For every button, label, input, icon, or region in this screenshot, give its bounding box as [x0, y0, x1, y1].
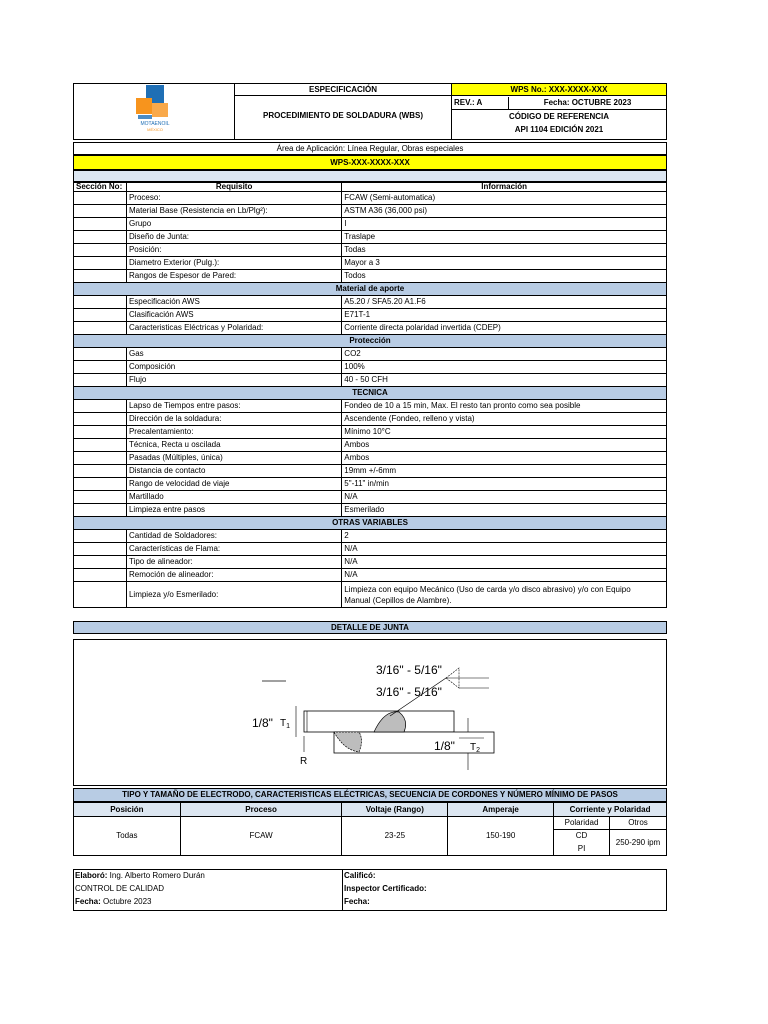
informacion-cell: N/A	[342, 543, 667, 556]
seccion-cell	[74, 218, 127, 231]
requisito-cell: Caracteristicas Eléctricas y Polaridad:	[126, 322, 341, 335]
table-row	[74, 478, 667, 491]
informacion-cell: 5"-11" in/min	[342, 478, 667, 491]
table-row	[74, 296, 667, 309]
informacion-cell: N/A	[342, 569, 667, 582]
table-row	[74, 400, 667, 413]
table-row	[74, 374, 667, 387]
cell-proceso: FCAW	[180, 817, 342, 856]
section-header-row	[74, 335, 667, 348]
seccion-cell	[74, 231, 127, 244]
left-thickness: 1/8"	[252, 716, 273, 730]
seccion-cell	[74, 491, 127, 504]
section-header: OTRAS VARIABLES	[74, 517, 667, 530]
codigo-label: CÓDIGO DE REFERENCIA	[508, 112, 609, 121]
requisito-cell: Lapso de Tiempos entre pasos:	[126, 400, 341, 413]
signature-divider	[342, 869, 343, 911]
table-row	[74, 257, 667, 270]
wps-number: WPS No.: XXX-XXXX-XXX	[452, 84, 666, 96]
col-seccion: Sección No:	[74, 183, 127, 192]
seccion-cell	[74, 556, 127, 569]
seccion-cell	[74, 296, 127, 309]
informacion-cell: Todas	[342, 244, 667, 257]
seccion-cell	[74, 400, 127, 413]
dim-label-1: 3/16" - 5/16"	[376, 663, 442, 677]
seccion-cell	[74, 426, 127, 439]
seccion-cell	[74, 582, 127, 608]
informacion-cell: FCAW (Semi-automatica)	[342, 192, 667, 205]
header-right-divider1	[452, 109, 666, 110]
seccion-cell	[74, 192, 127, 205]
procedure-title: PROCEDIMIENTO DE SOLDADURA (WBS)	[263, 111, 423, 120]
requisito-cell: Material Base (Resistencia en Lb/Plg²):	[126, 205, 341, 218]
informacion-cell: N/A	[342, 491, 667, 504]
cell-otros: 250-290 ipm	[609, 830, 666, 856]
seccion-cell	[74, 452, 127, 465]
seccion-cell	[74, 569, 127, 582]
table-row	[74, 205, 667, 218]
seccion-cell	[74, 348, 127, 361]
informacion-cell: Mayor a 3	[342, 257, 667, 270]
requisito-cell: Composición	[126, 361, 341, 374]
logo-subtext: MÉXICO	[147, 127, 163, 132]
informacion-cell: 40 - 50 CFH	[342, 374, 667, 387]
informacion-cell: Esmerilado	[342, 504, 667, 517]
right-thickness: 1/8"	[434, 739, 455, 753]
r-label: R	[300, 756, 308, 767]
seccion-cell	[74, 478, 127, 491]
col-posicion: Posición	[74, 803, 181, 817]
section-header-row	[74, 283, 667, 296]
table-row	[74, 244, 667, 257]
limpieza-line-1: Limpieza con equipo Mecánico (Uso de carda y/o disco abrasivo) y/o con Equipo	[344, 584, 631, 594]
informacion-cell: CO2	[342, 348, 667, 361]
informacion-cell: Traslape	[342, 231, 667, 244]
seccion-cell	[74, 530, 127, 543]
t1-label: $T_1$	[280, 718, 291, 730]
footer-fecha-value: Octubre 2023	[100, 897, 152, 906]
control-calidad: CONTROL DE CALIDAD	[75, 884, 165, 893]
informacion-cell: Fondeo de 10 a 15 min, Max. El resto tan pronto como sea posible	[342, 400, 667, 413]
elaboro-value: Ing. Alberto Romero Durán	[107, 871, 205, 880]
table-row	[74, 361, 667, 374]
table-row	[74, 556, 667, 569]
cell-voltaje: 23-25	[342, 817, 448, 856]
cell-posicion: Todas	[74, 817, 181, 856]
dim-label-2: 3/16" - 5/16"	[376, 685, 442, 699]
joint-detail-box	[73, 639, 667, 786]
requisito-cell: Clasificación AWS	[126, 309, 341, 322]
footer-fecha-label: Fecha:	[75, 897, 101, 906]
footer-fecha	[75, 896, 152, 908]
col-corriente: Corriente y Polaridad	[554, 803, 667, 817]
table-row	[74, 413, 667, 426]
seccion-cell	[74, 270, 127, 283]
informacion-cell: ASTM A36 (36,000 psi)	[342, 205, 667, 218]
requisito-cell: Distancia de contacto	[126, 465, 341, 478]
seccion-cell	[74, 244, 127, 257]
informacion-cell: 100%	[342, 361, 667, 374]
requisito-cell: Características de Flama:	[126, 543, 341, 556]
codigo-value: API 1104 EDICIÓN 2021	[514, 125, 604, 134]
area-aplicacion: Área de Aplicación: Línea Regular, Obras especiales	[73, 142, 667, 155]
col-informacion: Información	[342, 183, 667, 192]
requisito-cell: Cantidad de Soldadores:	[126, 530, 341, 543]
requisito-cell: Remoción de alineador:	[126, 569, 341, 582]
requirements-table	[73, 182, 667, 608]
requisito-cell: Posición:	[126, 244, 341, 257]
electrodo-title: TIPO Y TAMAÑO DE ELECTRODO, CARACTERISTICAS ELÉCTRICAS, SECUENCIA DE CORDONES Y NÚMERO MÍNIMO DE PASOS	[73, 788, 667, 802]
table-row	[74, 309, 667, 322]
informacion-cell: Ambos	[342, 439, 667, 452]
table-row	[74, 426, 667, 439]
requisito-cell: Rangos de Espesor de Pared:	[126, 270, 341, 283]
requisito-cell: Gas	[126, 348, 341, 361]
cell-amperaje: 150-190	[448, 817, 554, 856]
header-fecha: Fecha: OCTUBRE 2023	[543, 98, 632, 107]
califico: Calificó:	[344, 871, 376, 880]
informacion-cell: 19mm +/-6mm	[342, 465, 667, 478]
seccion-cell	[74, 439, 127, 452]
seccion-cell	[74, 309, 127, 322]
informacion-cell: Todos	[342, 270, 667, 283]
col-proceso: Proceso	[180, 803, 342, 817]
footer-fecha-2: Fecha:	[344, 897, 370, 906]
electrodo-table	[73, 802, 667, 856]
blank-band	[73, 170, 667, 182]
cell-pi: PI	[554, 843, 610, 856]
requisito-cell: Dirección de la soldadura:	[126, 413, 341, 426]
informacion-cell: E71T-1	[342, 309, 667, 322]
seccion-cell	[74, 257, 127, 270]
requisito-cell: Especificación AWS	[126, 296, 341, 309]
joint-diagram	[74, 640, 666, 785]
informacion-cell: 2	[342, 530, 667, 543]
cell-cd: CD	[554, 830, 610, 843]
requisito-cell: Rango de velocidad de viaje	[126, 478, 341, 491]
table-row	[74, 231, 667, 244]
seccion-cell	[74, 374, 127, 387]
informacion-cell: Mínimo 10°C	[342, 426, 667, 439]
logo-text: MOTAENOIL	[140, 121, 170, 127]
elaboro	[75, 870, 205, 882]
revision: REV.: A	[454, 98, 483, 107]
table-row	[74, 270, 667, 283]
table-row	[74, 192, 667, 205]
elaboro-label: Elaboró:	[75, 871, 108, 880]
informacion-cell: Ascendente (Fondeo, relleno y vista)	[342, 413, 667, 426]
requisito-cell: Proceso:	[126, 192, 341, 205]
informacion-cell: N/A	[342, 556, 667, 569]
seccion-cell	[74, 465, 127, 478]
informacion-cell	[342, 582, 667, 608]
seccion-cell	[74, 322, 127, 335]
section-header-row	[74, 517, 667, 530]
seccion-cell	[74, 205, 127, 218]
requisito-cell: Limpieza entre pasos	[126, 504, 341, 517]
table-row	[74, 439, 667, 452]
requisito-cell: Precalentamiento:	[126, 426, 341, 439]
detalle-title: DETALLE DE JUNTA	[73, 621, 667, 634]
seccion-cell	[74, 504, 127, 517]
table-row	[74, 218, 667, 231]
requisito-cell: Flujo	[126, 374, 341, 387]
requisito-cell: Diametro Exterior (Pulg.):	[126, 257, 341, 270]
seccion-cell	[74, 543, 127, 556]
sub-polaridad: Polaridad	[554, 817, 610, 830]
requisito-cell: Pasadas (Múltiples, única)	[126, 452, 341, 465]
inspector: Inspector Certificado:	[344, 884, 427, 893]
col-requisito: Requisito	[126, 183, 341, 192]
table-row	[74, 348, 667, 361]
table-row	[74, 569, 667, 582]
table-row	[74, 543, 667, 556]
requisito-cell: Limpieza y/o Esmerilado:	[126, 582, 341, 608]
company-logo	[130, 85, 180, 137]
requisito-cell: Grupo	[126, 218, 341, 231]
table-row	[74, 465, 667, 478]
seccion-cell	[74, 361, 127, 374]
col-amperaje: Amperaje	[448, 803, 554, 817]
wps-code-banner: WPS-XXX-XXXX-XXX	[73, 155, 667, 170]
informacion-cell: I	[342, 218, 667, 231]
table-row	[74, 322, 667, 335]
section-header: Protección	[74, 335, 667, 348]
section-header: Material de aporte	[74, 283, 667, 296]
requisito-cell: Martillado	[126, 491, 341, 504]
informacion-cell: Corriente directa polaridad invertida (CDEP)	[342, 322, 667, 335]
t2-label: $T_2$	[470, 742, 481, 754]
spec-label: ESPECIFICACIÓN	[235, 84, 451, 96]
sub-otros: Otros	[609, 817, 666, 830]
requisito-cell: Tipo de alineador:	[126, 556, 341, 569]
informacion-cell: A5.20 / SFA5.20 A1.F6	[342, 296, 667, 309]
requisito-cell: Técnica, Recta u oscilada	[126, 439, 341, 452]
informacion-cell: Ambos	[342, 452, 667, 465]
table-row	[74, 582, 667, 608]
table-row	[74, 504, 667, 517]
table-row	[74, 491, 667, 504]
col-voltaje: Voltaje (Rango)	[342, 803, 448, 817]
limpieza-line-2: Manual (Cepillos de Alambre).	[344, 595, 452, 605]
section-header-row	[74, 387, 667, 400]
table-row	[74, 530, 667, 543]
section-header: TECNICA	[74, 387, 667, 400]
seccion-cell	[74, 413, 127, 426]
table-row	[74, 452, 667, 465]
requisito-cell: Diseño de Junta:	[126, 231, 341, 244]
